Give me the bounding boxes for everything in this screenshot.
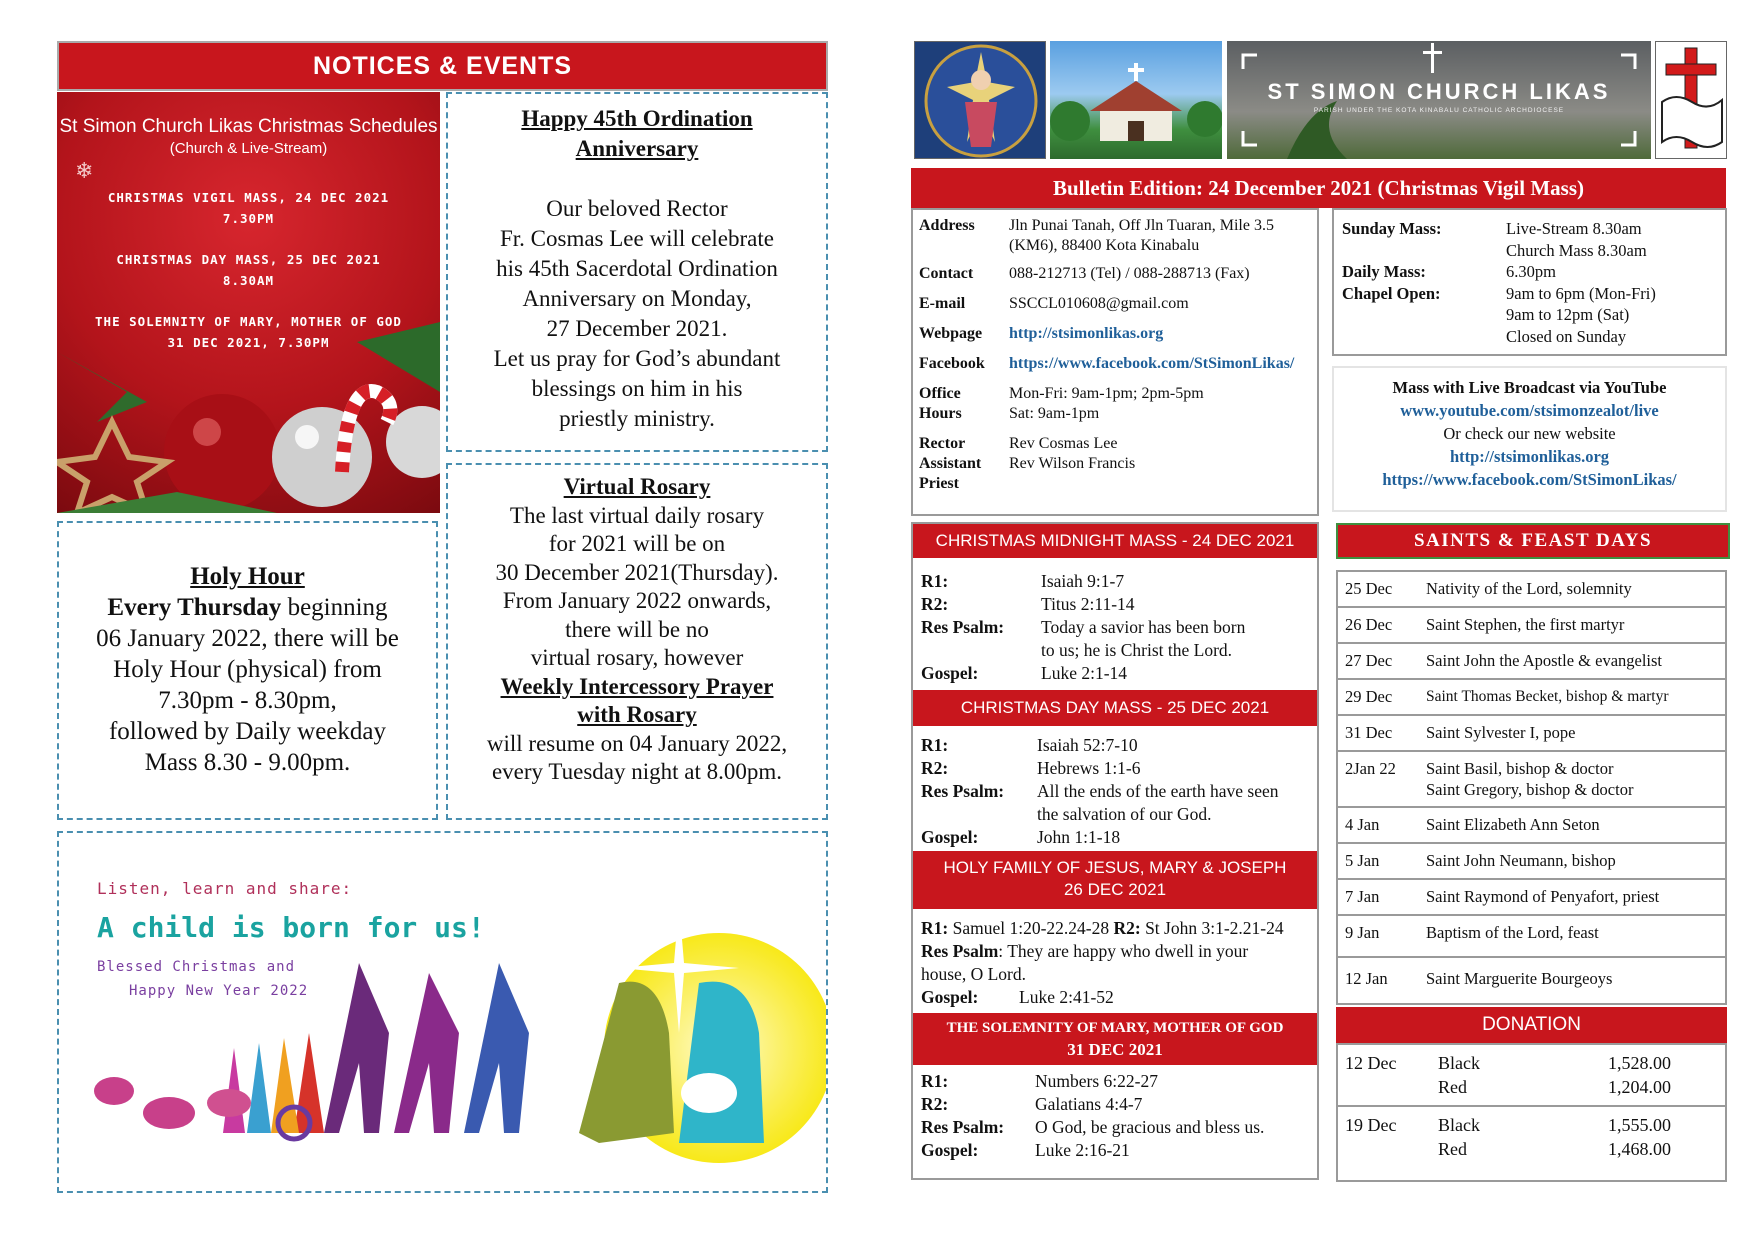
saint-row xyxy=(1338,716,1725,752)
r2-value: Titus 2:11-14 xyxy=(1041,594,1135,614)
sunday-mass-livestream: Live-Stream 8.30am xyxy=(1506,219,1642,238)
stained-glass-illustration xyxy=(915,42,1046,159)
donation-amount: 1,528.00 xyxy=(1608,1053,1671,1073)
holy-hour-line: 06 January 2022, there will be xyxy=(96,625,399,652)
address-label: Address xyxy=(919,217,975,234)
saint-date: 12 Jan xyxy=(1345,969,1388,988)
donation-amount: 1,468.00 xyxy=(1608,1139,1671,1159)
saint-row xyxy=(1338,608,1725,644)
midnight-mass-header: CHRISTMAS MIDNIGHT MASS - 24 DEC 2021 xyxy=(913,524,1317,558)
donation-header: DONATION xyxy=(1336,1007,1727,1043)
saint-name: Baptism of the Lord, feast xyxy=(1426,923,1599,942)
day-mass-header: CHRISTMAS DAY MASS - 25 DEC 2021 xyxy=(913,690,1317,726)
ordination-line: his 45th Sacerdotal Ordination xyxy=(496,256,778,281)
saint-date: 7 Jan xyxy=(1345,887,1380,906)
saint-row xyxy=(1338,808,1725,844)
ordination-line: Let us pray for God’s abundant xyxy=(493,346,781,371)
gospel-value: Luke 2:41-52 xyxy=(1019,987,1114,1007)
holy-hour-lead-rest: beginning xyxy=(281,594,388,621)
holy-hour-line: followed by Daily weekday xyxy=(108,718,386,745)
psalm-value: They are happy who dwell in your xyxy=(1007,941,1249,961)
rosary-line: for 2021 will be on xyxy=(548,531,726,556)
solemnity-title: THE SOLEMNITY OF MARY, MOTHER OF GOD xyxy=(946,1020,1284,1036)
saint-name: Saint Raymond of Penyafort, priest xyxy=(1426,887,1660,906)
donation-amount: 1,555.00 xyxy=(1608,1115,1671,1135)
gospel-value: Luke 2:16-21 xyxy=(1035,1140,1130,1160)
saint-name: Saint Stephen, the first martyr xyxy=(1426,615,1625,634)
ordination-title: Anniversary xyxy=(575,136,699,161)
holy-hour-line: Mass 8.30 - 9.00pm. xyxy=(144,749,351,776)
saint-name: Saint Basil, bishop & doctor xyxy=(1426,759,1614,778)
donation-table xyxy=(1336,1043,1727,1182)
midnight-mass-readings xyxy=(921,570,1311,685)
assistant-value: Rev Wilson Francis xyxy=(1009,455,1136,472)
solemnity-date: 31 DEC 2021 xyxy=(1067,1040,1163,1059)
rector-value: Rev Cosmas Lee xyxy=(1009,435,1118,452)
parish-info-panel xyxy=(911,208,1319,516)
gospel-value: Luke 2:1-14 xyxy=(1041,663,1128,683)
facebook-link[interactable]: https://www.facebook.com/StSimonLikas/ xyxy=(1382,470,1677,489)
office-label: Hours xyxy=(919,405,962,422)
saint-date: 2Jan 22 xyxy=(1345,759,1396,778)
cross-scroll-logo xyxy=(1656,42,1728,160)
sunday-mass-church: Church Mass 8.30am xyxy=(1506,240,1647,260)
saint-name: Saint John the Apostle & evangelist xyxy=(1426,651,1663,670)
ordination-line: priestly ministry. xyxy=(559,406,715,431)
r2-label: R2: xyxy=(921,1094,949,1114)
church-photo xyxy=(1050,41,1222,159)
saint-date: 26 Dec xyxy=(1345,615,1393,634)
mass-readings-panel xyxy=(911,522,1319,1180)
r1-value: Numbers 6:22-27 xyxy=(1035,1071,1158,1091)
saint-name: Saint Elizabeth Ann Seton xyxy=(1426,815,1600,834)
r2-value: Galatians 4:4-7 xyxy=(1035,1094,1143,1114)
office-hours-saturday: Sat: 9am-1pm xyxy=(1009,405,1100,422)
chapel-sunday: Closed on Sunday xyxy=(1506,326,1627,346)
saints-feast-table xyxy=(1336,570,1727,1005)
saints-feast-header: SAINTS & FEAST DAYS xyxy=(1336,523,1730,559)
saint-row xyxy=(1338,880,1725,916)
saint-date: 25 Dec xyxy=(1345,579,1393,598)
donation-label: Black xyxy=(1438,1115,1480,1135)
banner-title: ST SIMON CHURCH LIKAS xyxy=(1267,79,1611,104)
poster-line: THE SOLEMNITY OF MARY, MOTHER OF GOD xyxy=(95,314,402,329)
gospel-label: Gospel: xyxy=(921,987,979,1007)
donation-label: Red xyxy=(1438,1077,1467,1097)
holy-family-header xyxy=(913,851,1317,909)
psalm-value: the salvation of our God. xyxy=(1037,804,1212,824)
saint-date: 9 Jan xyxy=(1345,923,1380,942)
rosary-line: every Tuesday night at 8.00pm. xyxy=(491,759,783,784)
happy-new-year-text: Happy New Year 2022 xyxy=(129,983,309,999)
svg-text:❄: ❄ xyxy=(75,158,94,183)
saint-name: Saint Gregory, bishop & doctor xyxy=(1426,780,1634,799)
holy-hour-line: Holy Hour (physical) from xyxy=(113,656,382,683)
r1-value: Samuel 1:20-22.24-28 xyxy=(952,918,1110,938)
office-label: Office xyxy=(919,385,961,402)
r1-label: R1: xyxy=(921,571,949,591)
address-value: Jln Punai Tanah, Off Jln Tuaran, Mile 3.5 (KM6), 88400 Kota Kinabalu xyxy=(1009,217,1274,254)
chapel-saturday: 9am to 12pm (Sat) xyxy=(1506,305,1630,324)
blessed-christmas-text: Blessed Christmas and xyxy=(97,959,296,975)
psalm-value: Today a savior has been born xyxy=(1041,617,1246,637)
holy-family-readings: R1: Samuel 1:20-22.24-28 R2: St John 3:1-2.21-24 Res Psalm: They are happy who dwell in your house, O Lord. Gospel: Luke 2:41-52 xyxy=(921,917,1311,1009)
youtube-link[interactable]: www.youtube.com/stsimonzealot/live xyxy=(1400,401,1659,420)
intercessory-title: with Rosary xyxy=(577,702,697,727)
ordination-line: Anniversary on Monday, xyxy=(522,286,752,311)
mass-times-panel xyxy=(1332,208,1727,356)
ordination-notice xyxy=(446,92,828,452)
r1-label: R1: xyxy=(921,735,949,755)
saint-date: 4 Jan xyxy=(1345,815,1380,834)
donation-date: 19 Dec xyxy=(1345,1115,1397,1135)
ornaments-illustration xyxy=(57,92,440,513)
saint-row xyxy=(1338,958,1725,999)
rosary-line: will resume on 04 January 2022, xyxy=(486,730,788,756)
rosary-line: The last virtual daily rosary xyxy=(509,502,765,528)
r2-label: R2: xyxy=(1113,918,1141,938)
rosary-line: 30 December 2021(Thursday). xyxy=(495,559,779,585)
saint-date: 5 Jan xyxy=(1345,851,1380,870)
holy-family-date: 26 DEC 2021 xyxy=(1063,880,1167,899)
poster-line: CHRISTMAS DAY MASS, 25 DEC 2021 xyxy=(116,252,381,267)
child-born-banner xyxy=(57,831,828,1193)
listen-learn-text: Listen, learn and share: xyxy=(97,879,353,898)
solemnity-header xyxy=(913,1013,1317,1065)
donation-date: 12 Dec xyxy=(1345,1053,1397,1073)
parish-logo xyxy=(1655,41,1727,159)
saint-name: Nativity of the Lord, solemnity xyxy=(1426,579,1632,598)
ordination-line: Our beloved Rector xyxy=(546,196,728,221)
website-link[interactable]: http://stsimonlikas.org xyxy=(1449,447,1610,466)
r2-value: Hebrews 1:1-6 xyxy=(1037,758,1141,778)
saint-name: Saint John Neumann, bishop xyxy=(1426,851,1616,870)
new-website-text: Or check our new website xyxy=(1443,424,1616,443)
notices-header: NOTICES & EVENTS xyxy=(57,41,828,91)
saint-name: Saint Sylvester I, pope xyxy=(1426,723,1576,742)
facebook-link[interactable]: https://www.facebook.com/StSimonLikas/ xyxy=(1009,355,1295,372)
psalm-value: All the ends of the earth have seen xyxy=(1037,781,1279,801)
saint-name: Saint Marguerite Bourgeoys xyxy=(1426,969,1613,988)
poster-line: 31 DEC 2021, 7.30PM xyxy=(167,335,330,350)
live-broadcast-title: Mass with Live Broadcast via YouTube xyxy=(1392,378,1667,397)
saint-row xyxy=(1338,680,1725,716)
ordination-line: Fr. Cosmas Lee will celebrate xyxy=(499,226,774,251)
sunday-mass-label: Sunday Mass: xyxy=(1342,219,1442,238)
saint-row xyxy=(1338,844,1725,880)
email-value[interactable]: SSCCL010608@gmail.com xyxy=(1009,295,1189,312)
rosary-line: there will be no xyxy=(565,616,709,642)
gospel-label: Gospel: xyxy=(921,1140,979,1160)
stained-glass-image xyxy=(914,41,1046,159)
banner-subtitle: PARISH UNDER THE KOTA KINABALU CATHOLIC ARCHDIOCESE xyxy=(1313,107,1565,114)
ordination-line: 27 December 2021. xyxy=(546,316,728,341)
virtual-rosary-notice xyxy=(446,463,828,820)
holy-hour-bold: Every Thursday xyxy=(107,594,282,621)
donation-label: Black xyxy=(1438,1053,1480,1073)
gospel-label: Gospel: xyxy=(921,663,979,683)
saint-row xyxy=(1338,572,1725,608)
intercessory-title: Weekly Intercessory Prayer xyxy=(500,673,774,699)
r1-label: R1: xyxy=(921,918,949,938)
r1-label: R1: xyxy=(921,1071,949,1091)
poster-subtitle: (Church & Live-Stream) xyxy=(169,140,328,157)
live-broadcast-panel xyxy=(1332,366,1727,512)
saint-date: 29 Dec xyxy=(1345,687,1393,706)
saint-date: 27 Dec xyxy=(1345,651,1393,670)
christmas-schedule-poster xyxy=(57,92,440,513)
saint-row xyxy=(1338,916,1725,958)
chapel-weekday: 9am to 6pm (Mon-Fri) xyxy=(1506,283,1656,303)
holy-hour-title: Holy Hour xyxy=(190,563,305,590)
day-mass-readings xyxy=(921,734,1311,849)
holy-hour-notice xyxy=(57,521,438,820)
office-hours-weekday: Mon-Fri: 9am-1pm; 2pm-5pm xyxy=(1009,385,1204,402)
psalm-label: Res Psalm: xyxy=(921,617,1005,637)
contact-label: Contact xyxy=(919,265,974,282)
donation-label: Red xyxy=(1438,1139,1467,1159)
r1-value: Isaiah 52:7-10 xyxy=(1037,735,1138,755)
r1-value: Isaiah 9:1-7 xyxy=(1041,571,1125,591)
psalm-label: Res Psalm: xyxy=(921,1117,1005,1137)
donation-row xyxy=(1338,1045,1725,1107)
psalm-label: Res Psalm xyxy=(921,941,999,961)
psalm-label: Res Psalm: xyxy=(921,781,1005,801)
ordination-line: blessings on him in his xyxy=(531,376,743,401)
psalm-value: O God, be gracious and bless us. xyxy=(1035,1117,1265,1137)
donation-row xyxy=(1338,1107,1725,1169)
daily-mass-value: 6.30pm xyxy=(1506,262,1556,281)
contact-value: 088-212713 (Tel) / 088-288713 (Fax) xyxy=(1009,265,1250,282)
webpage-link[interactable]: http://stsimonlikas.org xyxy=(1009,325,1164,342)
poster-line: CHRISTMAS VIGIL MASS, 24 DEC 2021 xyxy=(107,190,390,205)
solemnity-readings xyxy=(921,1070,1311,1162)
psalm-value: to us; he is Christ the Lord. xyxy=(1041,640,1233,660)
church-banner xyxy=(1227,41,1651,159)
poster-line: 8.30AM xyxy=(222,273,275,288)
rosary-line: virtual rosary, however xyxy=(530,645,744,670)
poster-title: St Simon Church Likas Christmas Schedules xyxy=(59,116,438,137)
bulletin-edition-bar: Bulletin Edition: 24 December 2021 (Christmas Vigil Mass) xyxy=(911,168,1726,208)
email-label: E-mail xyxy=(919,295,966,312)
holy-hour-lead xyxy=(65,592,430,623)
facebook-label: Facebook xyxy=(919,355,985,372)
rosary-line: From January 2022 onwards, xyxy=(502,588,772,613)
saint-name: Saint Thomas Becket, bishop & martyr xyxy=(1426,688,1669,705)
r2-label: R2: xyxy=(921,758,949,778)
assistant-label: Assistant xyxy=(919,455,982,472)
saint-date: 31 Dec xyxy=(1345,723,1393,742)
church-photo-illustration xyxy=(1050,41,1222,159)
holy-family-title: HOLY FAMILY OF JESUS, MARY & JOSEPH xyxy=(943,858,1287,877)
gospel-label: Gospel: xyxy=(921,827,979,847)
daily-mass-label: Daily Mass: xyxy=(1342,262,1426,281)
r2-label: R2: xyxy=(921,594,949,614)
psalm-value: house, O Lord. xyxy=(921,964,1026,984)
webpage-label: Webpage xyxy=(919,325,983,342)
holy-hour-line: 7.30pm - 8.30pm, xyxy=(158,687,337,714)
rector-label: Rector xyxy=(919,435,966,452)
saint-row xyxy=(1338,752,1725,808)
nativity-procession-illustration xyxy=(59,833,826,1191)
r2-value: St John 3:1-2.21-24 xyxy=(1145,918,1284,938)
poster-line: 7.30PM xyxy=(222,211,275,226)
chapel-open-label: Chapel Open: xyxy=(1342,283,1441,303)
child-headline: A child is born for us! xyxy=(97,911,485,944)
ordination-title: Happy 45th Ordination xyxy=(521,106,753,131)
assistant-label: Priest xyxy=(919,475,959,492)
donation-amount: 1,204.00 xyxy=(1608,1077,1671,1097)
saint-row xyxy=(1338,644,1725,680)
gospel-value: John 1:1-18 xyxy=(1037,827,1121,847)
rosary-title: Virtual Rosary xyxy=(563,474,711,499)
